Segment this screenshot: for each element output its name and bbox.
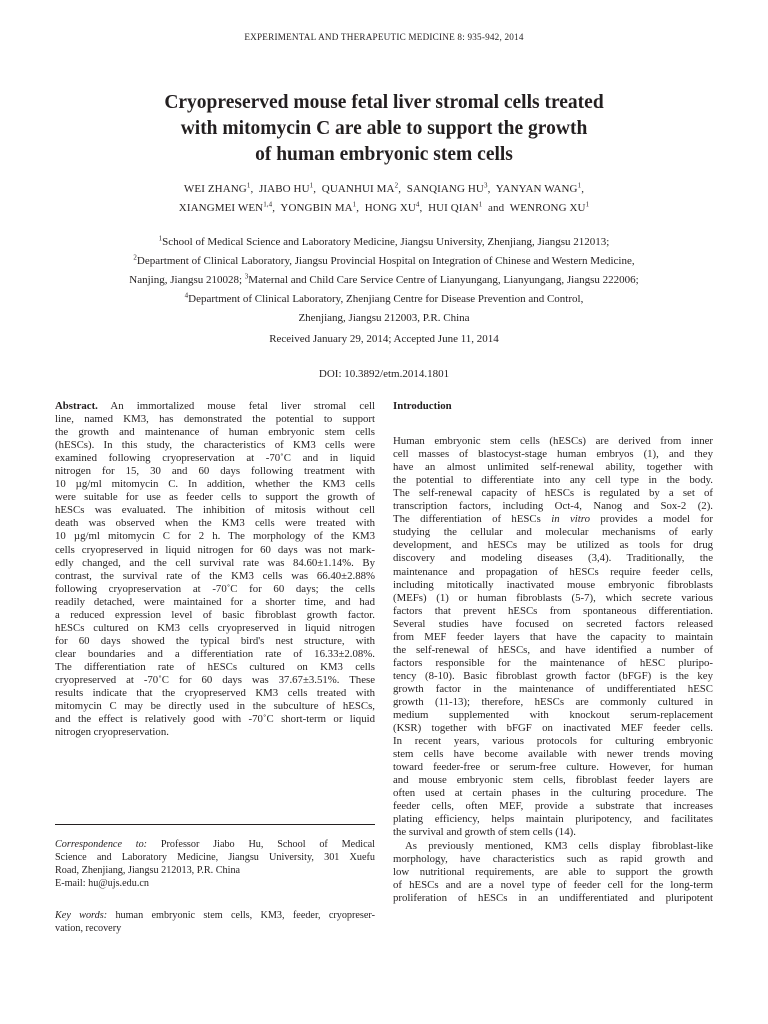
author-line bbox=[60, 180, 708, 199]
abstract bbox=[55, 400, 375, 739]
abstract-line: hESCs was evaluated. The inhibition of mitosis without cell bbox=[55, 504, 375, 517]
author: XIANGMEI WEN$^{1,4}$, bbox=[178, 200, 276, 214]
abstract-line: (hESCs). In this study, the characteristics of KM3 cells were bbox=[55, 439, 375, 452]
body-line: Human embryonic stem cells (hESCs) are derived from inner bbox=[393, 435, 713, 448]
affiliation-line: $^1$School of Medical Science and Laboratory Medicine, Jiangsu University, Zhenjiang, Jiangsu 212013; bbox=[158, 234, 610, 248]
doi-link[interactable]: DOI: 10.3892/etm.2014.1801 bbox=[318, 368, 450, 380]
body-line: medium supplemented with knockout serum-replacement bbox=[393, 709, 713, 722]
affiliation-line: Nanjing, Jiangsu 210028; $^3$Maternal and Child Care Service Centre of Lianyungang, Lianyungang, Jiangsu 222006; bbox=[129, 272, 639, 286]
abstract-label: Abstract. bbox=[55, 400, 98, 412]
abstract-line: Abstract. An immortalized mouse fetal liver stromal cell bbox=[55, 400, 375, 412]
body-line: often used at certain phases in the culturing procedure. The bbox=[393, 787, 713, 800]
author: WENRONG $XU^1$ bbox=[509, 200, 590, 214]
body-line: low nutritional requirements, are able to support the growth bbox=[393, 865, 713, 878]
abstract-line: hESCs cultured on KM3 cells cryopreserved in liquid nitrogen bbox=[55, 621, 375, 634]
abstract-line: clear boundaries and a differentiation rate of 16.33±2.08%. bbox=[55, 647, 375, 660]
authors-and: and bbox=[488, 202, 505, 214]
body-line: As previously mentioned, KM3 cells display fibroblast-like bbox=[405, 839, 713, 852]
author: JIABO $HU^1$, bbox=[259, 181, 317, 195]
abstract-line: following cryopreservation at -70˚C for 60 days; the cells bbox=[55, 582, 375, 595]
body-line: The differentiation of hESCs in vitro provides a model for bbox=[393, 513, 713, 526]
body-line: proliferation of hESCs in an undifferentiated and pluripotent bbox=[393, 891, 713, 904]
author: SANQIANG $HU^3$, bbox=[406, 181, 491, 195]
correspondence-email[interactable]: E-mail: hu@ujs.edu.cn bbox=[55, 878, 149, 890]
author-list bbox=[60, 180, 708, 218]
abstract-line: nitrogen cryopreservation. bbox=[55, 726, 169, 739]
received-accepted-dates: Received January 29, 2014; Accepted June 11, 2014 bbox=[269, 333, 499, 345]
body-line: the potential to differentiate into any cell type in the body. bbox=[393, 474, 713, 487]
abstract-line: examined following cryopreservation at -70˚C and in liquid bbox=[55, 452, 375, 465]
author: QUANHUI $MA^2$, bbox=[321, 181, 402, 195]
running-head: EXPERIMENTAL AND THERAPEUTIC MEDICINE 8: 935-942, 2014 bbox=[244, 32, 524, 42]
body-line: toward feeder-free or serum-free culture. However, for human bbox=[393, 761, 713, 774]
affiliations bbox=[60, 233, 708, 328]
body-line: tency (8-10). Basic fibroblast growth factor (bFGF) is the key bbox=[393, 669, 713, 682]
body-line: factors responsible for the maintenance of hESC pluripo- bbox=[393, 656, 713, 669]
abstract-line: edly changed, and the cell survival rate was 84.60±1.14%. By bbox=[55, 556, 375, 569]
body-line: transcription factors, including Oct-4, Nanog and Sox-2 (2). bbox=[393, 500, 713, 513]
abstract-line: 10 µg/ml mitomycin C. In addition, whether the KM3 cells bbox=[55, 478, 375, 491]
title-line: with mitomycin C are able to support the growth bbox=[180, 118, 588, 139]
body-line: and mouse embryonic stem cells, fibroblast feeder layers are bbox=[393, 774, 713, 787]
author: YANYAN WANG$^1$, bbox=[495, 181, 585, 195]
body-line: discovery and modeling diseases (3,4). Traditionally, the bbox=[393, 552, 713, 565]
abstract-line: nitrogen for 15, 30 and 60 days following treatment with bbox=[55, 465, 375, 478]
article-title bbox=[80, 90, 688, 168]
abstract-line: results indicate that the cryopreserved KM3 cells treated with bbox=[55, 687, 375, 700]
body-line: (MEFs) (1) or human fibroblasts (5-7), which secrete various bbox=[393, 591, 713, 604]
footnote-divider bbox=[55, 824, 375, 825]
abstract-line: contrast, the survival rate of the KM3 cells was 66.40±2.88% bbox=[55, 569, 375, 582]
author: HUI QIAN$^1$ bbox=[428, 200, 483, 214]
body-line: the self-renewal of hESCs, and have identified a number of bbox=[393, 643, 713, 656]
abstract-line: a reduced expression level of basic fibroblast growth factor. bbox=[55, 608, 375, 621]
abstract-line: mitomycin C may be directly used in the subculture of hESCs, bbox=[55, 700, 375, 713]
body-line: In recent years, various protocols for culturing embryonic bbox=[393, 735, 713, 748]
abstract-line: the growth and maintenance of human embryonic stem cells bbox=[55, 426, 375, 439]
body-line: morphology, have characteristics such as rapid growth and bbox=[393, 852, 713, 865]
abstract-line: cells cryopreserved in liquid nitrogen for 60 days was not mark- bbox=[55, 543, 375, 556]
body-line: plating efficiency, helps maintain pluripotency, and facilitates bbox=[393, 813, 713, 826]
body-line: have an almost unlimited self-renewal ability, together with bbox=[393, 461, 713, 474]
body-line: growth (11-13); therefore, hESCs are commonly cultured in bbox=[393, 695, 713, 708]
correspondence-note: Correspondence to: Professor Jiabo Hu, School of Medical Science and Laboratory Medicine, Jiangsu University, 301 Xuefu Road, Zhenjiang, Jiangsu 212013, P.R. China E-mail: hu@ujs.edu.cn bbox=[55, 839, 375, 890]
abstract-line: for 60 days showed the typical bird's nest structure, with bbox=[55, 634, 375, 647]
affiliation-line: $^4$Department of Clinical Laboratory, Zhenjiang Centre for Disease Prevention and Control, bbox=[184, 291, 584, 305]
body-line: the survival and growth of stem cells (14). bbox=[393, 826, 576, 839]
author: YONGBIN $MA^1$, bbox=[280, 200, 360, 214]
title-line: of human embryonic stem cells bbox=[255, 144, 513, 165]
abstract-line: readily detached, were maintained for a shorter time, and had bbox=[55, 595, 375, 608]
section-heading: Introduction bbox=[393, 400, 452, 412]
body-line: cell masses of blastocyst-stage human embryos (1), and they bbox=[393, 448, 713, 461]
author: HONG $XU^4$, bbox=[364, 200, 423, 214]
keywords-note: Key words: human embryonic stem cells, KM3, feeder, cryopreser- vation, recovery bbox=[55, 910, 375, 935]
author-line bbox=[60, 199, 708, 218]
body-line: from MEF feeder layers that have the capacity to maintain bbox=[393, 630, 713, 643]
body-line: maintenance and propagation of hESCs require feeder cells, bbox=[393, 565, 713, 578]
introduction-section bbox=[393, 400, 713, 905]
body-line: development, and hESCs may be utilized as tools for drug bbox=[393, 539, 713, 552]
author: WEI ZHANG$^1$, bbox=[183, 181, 254, 195]
abstract-line: cryopreserved at -70˚C for 60 days was 37.67±3.51%. These bbox=[55, 673, 375, 686]
affiliation-line: $^2$Department of Clinical Laboratory, Jiangsu Provincial Hospital on Integration of Chinese and Western Medicine, bbox=[133, 253, 635, 267]
affiliation-line: Zhenjiang, Jiangsu 212003, P.R. China bbox=[298, 312, 470, 324]
abstract-line: The differentiation rate of hESCs cultured on KM3 cells bbox=[55, 660, 375, 673]
abstract-line: line, named KM3, has demonstrated the potential to support bbox=[55, 413, 375, 426]
body-line: including mitotically inactivated mouse embryonic fibroblasts bbox=[393, 578, 713, 591]
body-line: Several studies have focused on secreted factors released bbox=[393, 617, 713, 630]
body-line: studying the cellular and molecular mechanisms of early bbox=[393, 526, 713, 539]
abstract-line: 10 µg/ml mitomycin C for 2 h. The morphology of the KM3 bbox=[55, 530, 375, 543]
body-line: feeder cells, often MEF, provide a substrate that increases bbox=[393, 800, 713, 813]
abstract-line: death was observed when the KM3 cells were treated with bbox=[55, 517, 375, 530]
body-line: (KSR) together with bFGF on inactivated MEF feeder cells. bbox=[393, 722, 713, 735]
body-line: of hESCs and are a novel type of feeder cell for the long-term bbox=[393, 878, 713, 891]
body-line: factors that prevent hESCs from spontaneous differentiation. bbox=[393, 604, 713, 617]
body-line: The self-renewal capacity of hESCs is regulated by a set of bbox=[393, 487, 713, 500]
correspondence-label: Correspondence to: bbox=[55, 839, 148, 850]
keywords-label: Key words: bbox=[55, 910, 108, 921]
abstract-line: and the effect is relatively good with -70˚C short-term or liquid bbox=[55, 713, 375, 726]
body-line: growth factor in the maintenance of undifferentiated hESC bbox=[393, 682, 713, 695]
title-line: Cryopreserved mouse fetal liver stromal cells treated bbox=[164, 92, 604, 113]
body-line: stem cells have become available with newer trends moving bbox=[393, 748, 713, 761]
abstract-line: were suitable for use as feeder cells to support the growth of bbox=[55, 491, 375, 504]
